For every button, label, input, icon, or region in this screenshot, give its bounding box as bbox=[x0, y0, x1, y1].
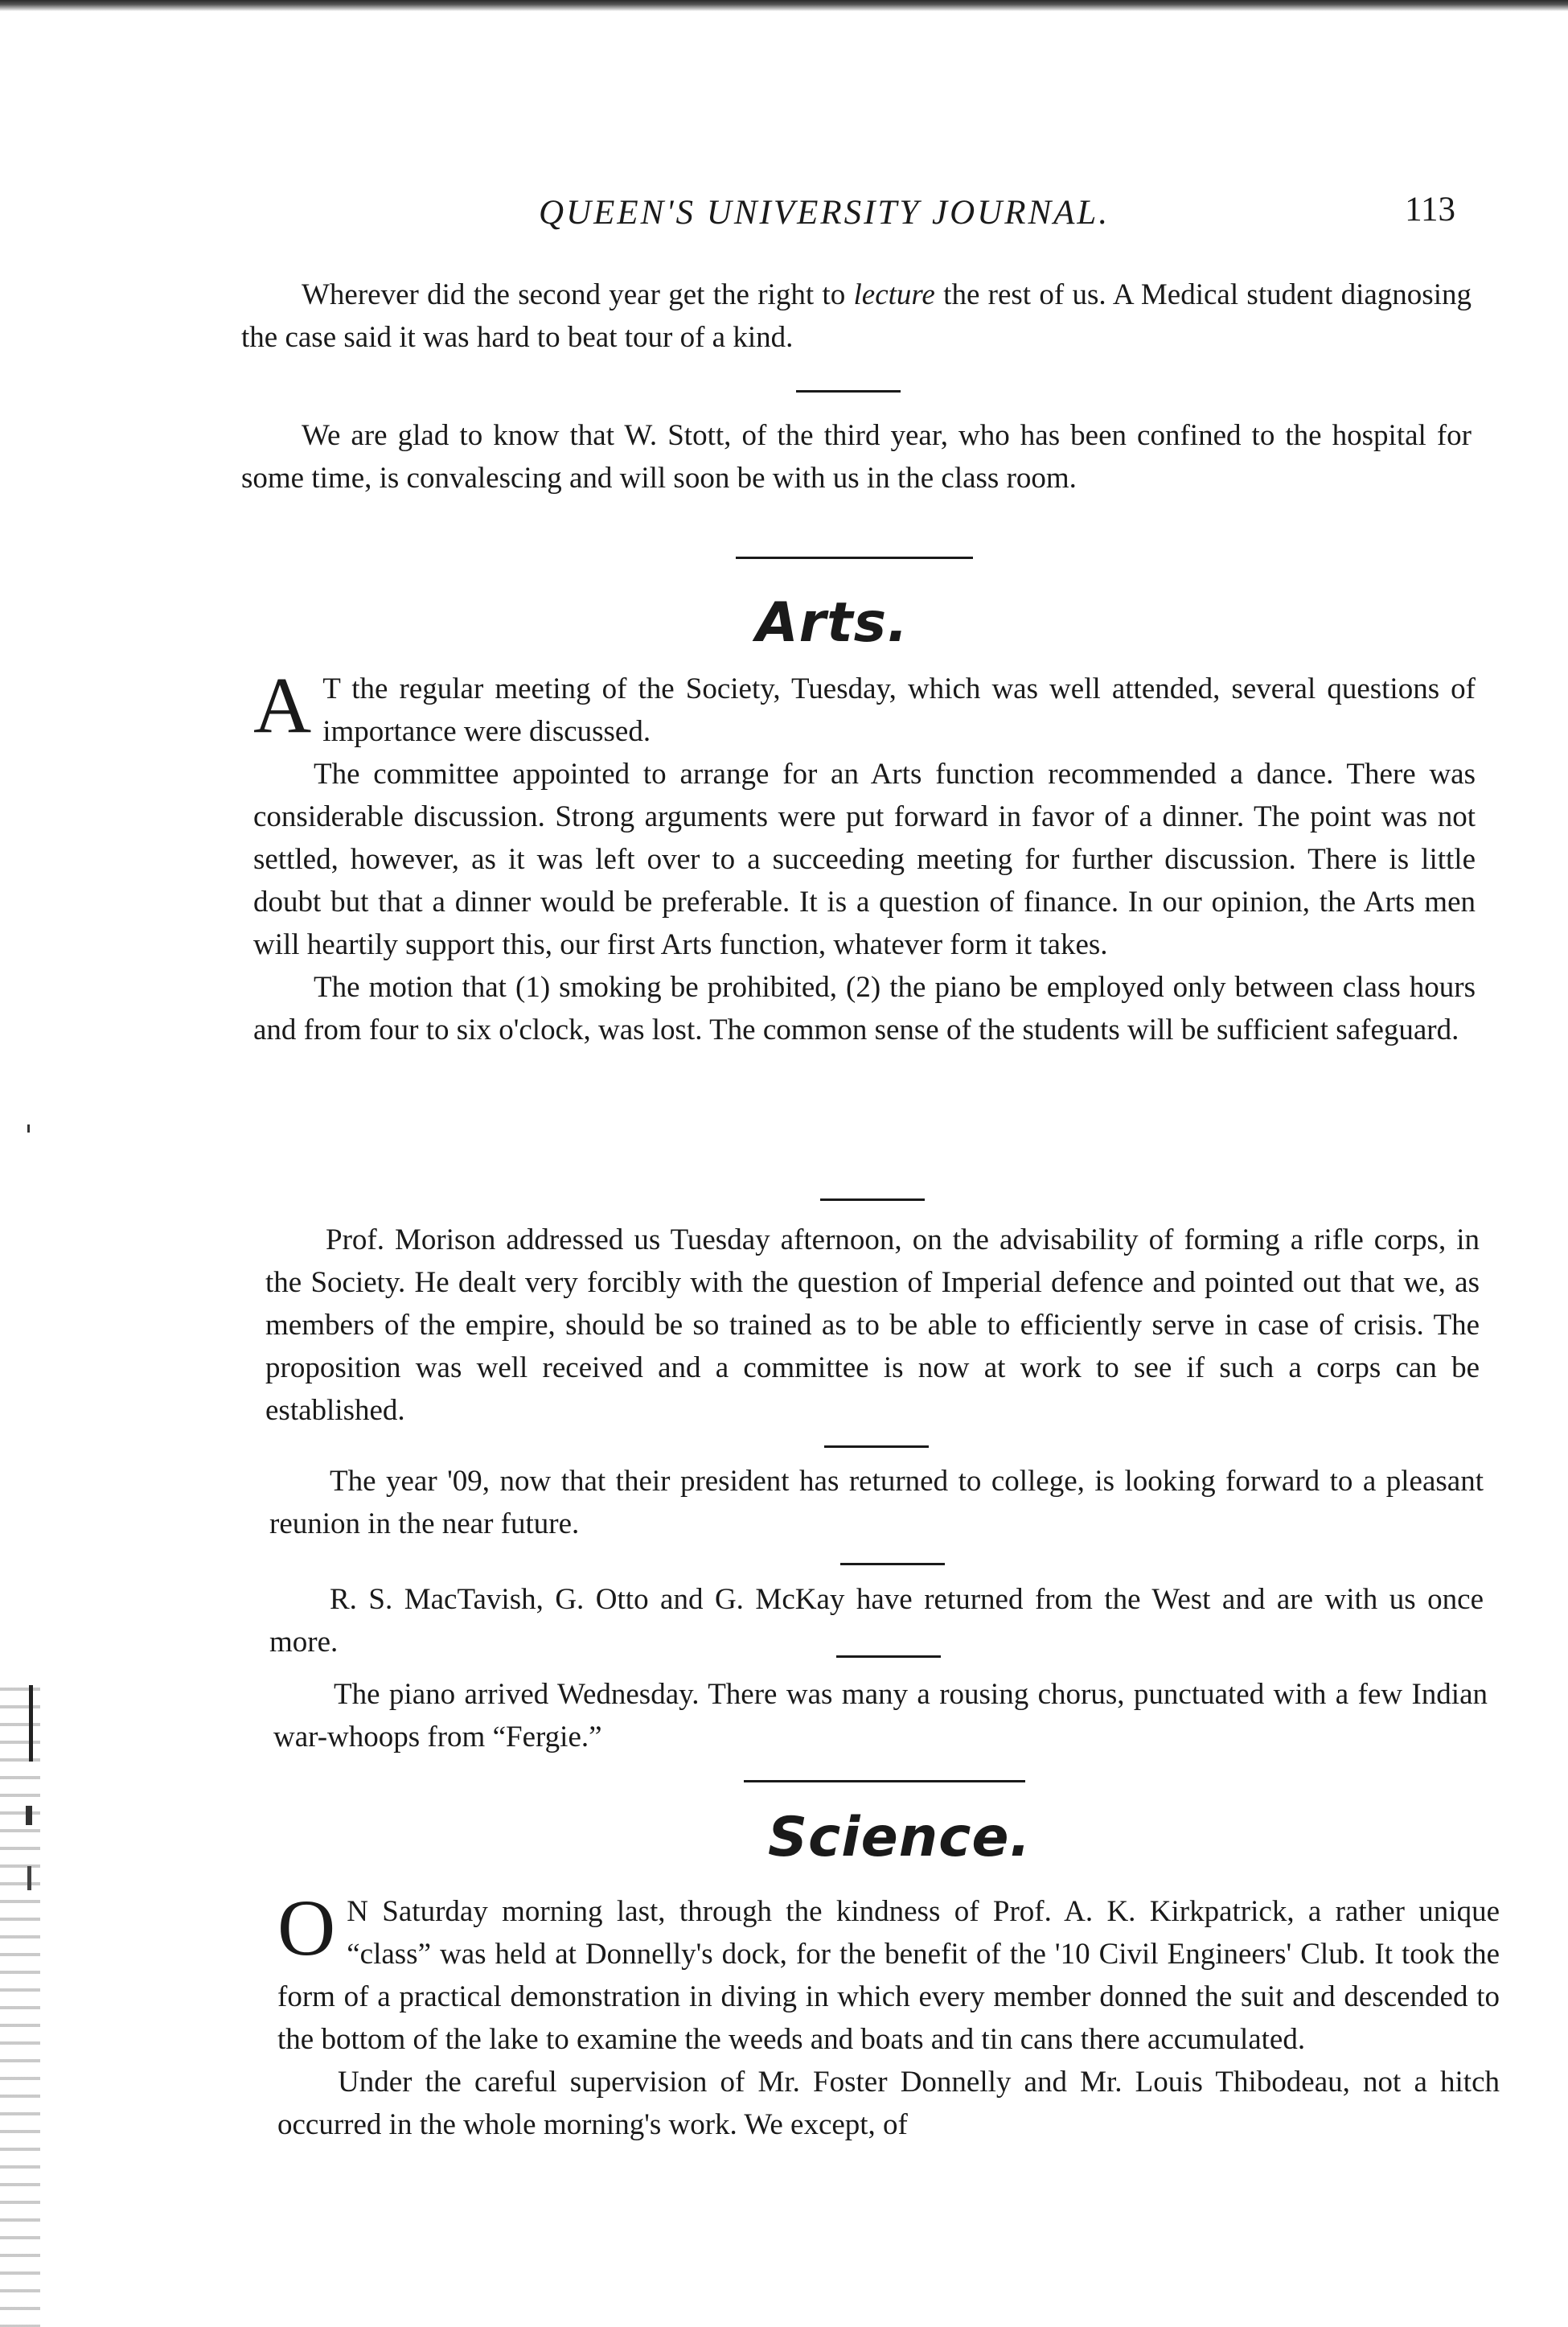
scan-mark bbox=[27, 1866, 31, 1890]
science-section: O N Saturday morning last, through the kindness of Prof. A. K. Kirkpatrick, a rather unique “class” was held at Donnelly's dock, for the benefit of the '10 Civil Engineers' Club. It took the form of a practical demonstration in diving in which every member donned the suit and descended to the bottom of the lake to examine the weeds and boats and tin cans there accumulated. Under the careful supervision of Mr. Foster Donnelly and Mr. Louis Thibodeau, not a hitch occurred in the whole morning's work. We except, of bbox=[277, 1883, 1500, 2141]
divider bbox=[836, 1655, 941, 1658]
scan-mark bbox=[27, 1124, 30, 1133]
arts-section: A T the regular meeting of the Society, Tuesday, which was well attended, several questions of importance were discussed. The committee appointed to arrange for an Arts function recommended a dance. There was considerable discussion. Strong arguments were put forward in favor of a dinner. The point was not settled, however, as it was left over to a succeeding meeting for further discussion. There is little doubt but that a dinner would be preferable. It is a question of finance. In our opinion, the Arts men will heartily support this, our first Arts function, whatever form it takes. The motion that (1) smoking be prohibited, (2) the piano be employed only between class hours and from four to six o'clock, was lost. The common sense of the students will be sufficient safeguard. bbox=[253, 660, 1476, 1046]
intro-paragraph-2: We are glad to know that W. Stott, of the third year, who has been confined to the hospital for some time, is convalescing and will soon be with us in the class room. bbox=[241, 419, 1472, 495]
scan-top-edge bbox=[0, 0, 1568, 11]
arts-paragraph-mactavish: R. S. MacTavish, G. Otto and G. McKay have returned from the West and are with us once more. bbox=[269, 1583, 1484, 1659]
arts-paragraph-morison: Prof. Morison addressed us Tuesday afternoon, on the advisability of forming a rifle corps, in the Society. He dealt very forcibly with the question of Imperial defence and pointed out that we, as members of the empire, should be so trained as to be able to efficiently serve in case of crisis. The proposition was well received and a committee is now at work to see if such a corps can be established. bbox=[265, 1223, 1480, 1427]
intro-paragraph-1: Wherever did the second year get the right to lecture the rest of us. A Medical student diagnosing the case said it was hard to beat tour of a kind. bbox=[241, 278, 1472, 354]
divider bbox=[840, 1563, 945, 1565]
journal-title: QUEEN'S UNIVERSITY JOURNAL. bbox=[539, 194, 1110, 232]
section-heading-science: Science. bbox=[768, 1806, 1032, 1869]
arts-paragraph-piano: The piano arrived Wednesday. There was many a rousing chorus, punctuated with a few Indian war-whoops from “Fergie.” bbox=[273, 1678, 1488, 1753]
scan-left-edge bbox=[0, 1673, 40, 2327]
page-header bbox=[241, 193, 1463, 249]
divider bbox=[796, 390, 901, 393]
emphasis-text: lecture bbox=[853, 278, 935, 311]
scan-mark bbox=[26, 1806, 32, 1825]
divider bbox=[820, 1198, 925, 1201]
section-divider bbox=[736, 557, 973, 559]
page-number: 113 bbox=[1405, 191, 1455, 228]
scan-mark bbox=[29, 1685, 33, 1762]
drop-cap: O bbox=[277, 1883, 336, 1972]
divider bbox=[824, 1445, 929, 1448]
arts-paragraph-year09: The year '09, now that their president has returned to college, is looking forward to a pleasant reunion in the near future. bbox=[269, 1465, 1484, 1540]
drop-cap: A bbox=[253, 660, 312, 750]
section-divider bbox=[744, 1780, 1025, 1782]
section-heading-arts: Arts. bbox=[756, 591, 909, 655]
